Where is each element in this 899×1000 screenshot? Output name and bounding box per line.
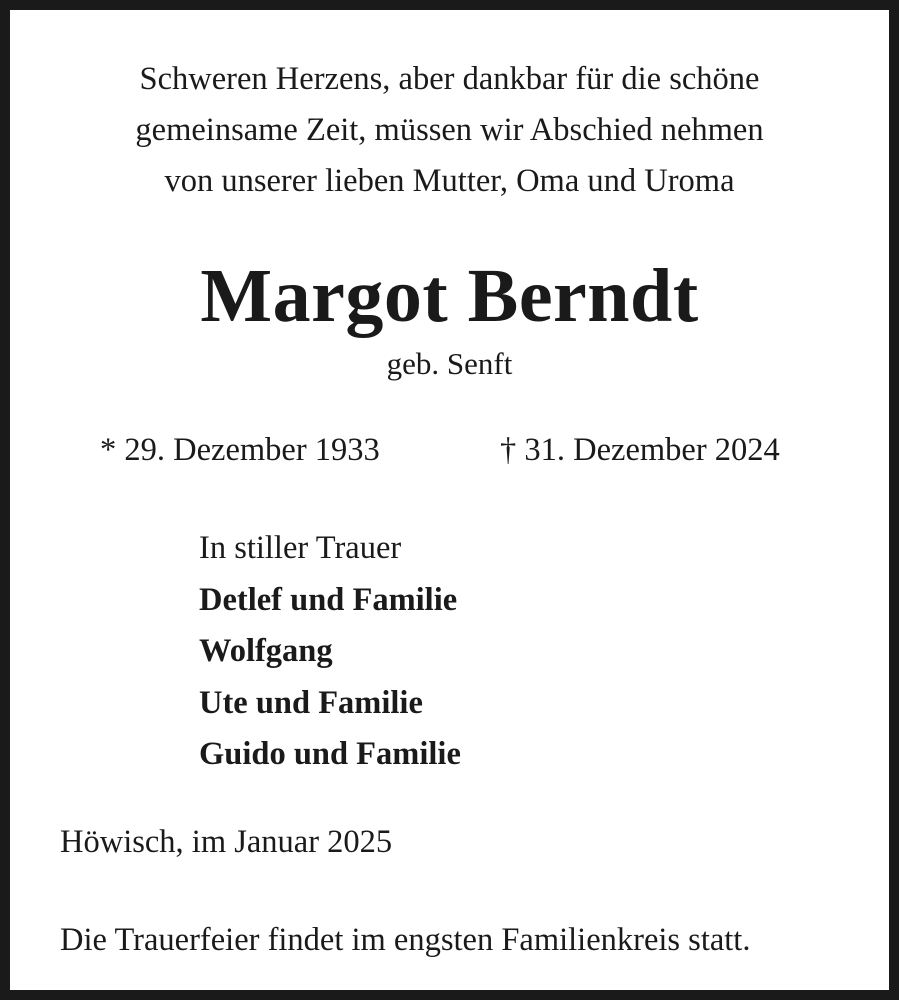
maiden-name: geb. Senft — [386, 346, 513, 381]
mourner-name: Ute und Familie — [199, 684, 423, 721]
mourners-block — [199, 523, 461, 781]
deceased-name: Margot Berndt — [200, 254, 699, 338]
mourners-heading: In stiller Trauer — [199, 530, 402, 566]
death-date: † 31. Dezember 2024 — [500, 432, 780, 468]
funeral-note: Die Trauerfeier findet im engsten Familienkreis statt. — [60, 922, 751, 958]
intro-text — [10, 54, 889, 207]
mourner-name: Guido und Familie — [199, 736, 461, 772]
mourner-name: Wolfgang — [199, 633, 333, 669]
intro-line: von unserer lieben Mutter, Oma und Uroma — [164, 163, 735, 199]
mourner-name: Detlef und Familie — [199, 581, 458, 618]
birth-date: * 29. Dezember 1933 — [100, 432, 380, 468]
place-date: Höwisch, im Januar 2025 — [60, 824, 393, 860]
intro-line: gemeinsame Zeit, müssen wir Abschied nehmen — [135, 112, 764, 148]
intro-line: Schweren Herzens, aber dankbar für die schöne — [139, 61, 760, 97]
